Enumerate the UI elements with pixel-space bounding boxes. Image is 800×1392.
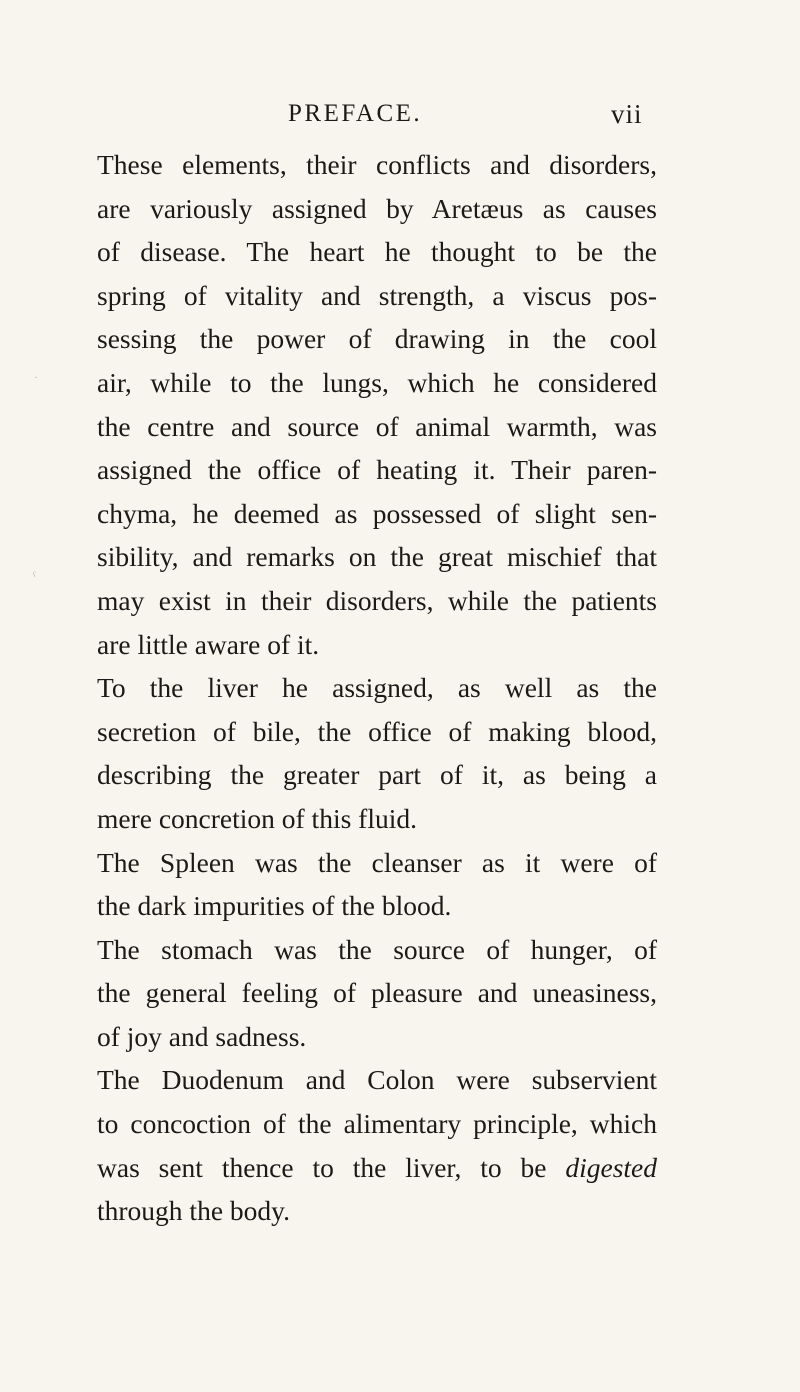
text-line: air, while to the lungs, which he considered bbox=[97, 366, 657, 398]
text-line: assigned the office of heating it. Their paren- bbox=[97, 454, 657, 486]
text-line: secretion of bile, the office of making blood, bbox=[97, 715, 657, 747]
running-head bbox=[0, 98, 800, 138]
text-line: the dark impurities of the blood. bbox=[97, 890, 452, 922]
text-line: to concoction of the alimentary principle, which bbox=[97, 1108, 657, 1140]
text-line: of joy and sadness. bbox=[97, 1020, 307, 1052]
text-line: chyma, he deemed as possessed of slight sen- bbox=[97, 497, 657, 529]
margin-speck: ˁ bbox=[33, 569, 36, 583]
text-line: through the body. bbox=[97, 1195, 290, 1227]
margin-speck: · bbox=[34, 370, 38, 384]
text-line: the centre and source of animal warmth, was bbox=[97, 410, 657, 442]
italic-word: digested bbox=[565, 1151, 657, 1183]
text-line bbox=[97, 1146, 657, 1190]
text-line-segment: was sent thence to the liver, to be bbox=[97, 1151, 566, 1183]
text-line: spring of vitality and strength, a viscus pos- bbox=[97, 279, 657, 311]
text-line: are little aware of it. bbox=[97, 628, 320, 660]
text-line: of disease. The heart he thought to be the bbox=[97, 236, 657, 268]
text-line: sessing the power of drawing in the cool bbox=[97, 323, 657, 355]
body-text bbox=[97, 143, 657, 1233]
text-line: are variously assigned by Aretæus as causes bbox=[97, 192, 657, 224]
text-line: describing the greater part of it, as being a bbox=[97, 759, 657, 791]
running-title: PREFACE. bbox=[288, 100, 423, 127]
text-line: the general feeling of pleasure and uneasiness, bbox=[97, 977, 657, 1009]
text-line: mere concretion of this fluid. bbox=[97, 802, 417, 834]
text-line: These elements, their conflicts and disorders, bbox=[97, 149, 657, 180]
page-number: vii bbox=[611, 99, 643, 129]
text-line: To the liver he assigned, as well as the bbox=[97, 672, 657, 704]
text-line: may exist in their disorders, while the patients bbox=[97, 584, 657, 616]
text-line: The Duodenum and Colon were subservient bbox=[97, 1064, 657, 1096]
text-line: The stomach was the source of hunger, of bbox=[97, 933, 657, 965]
text-line: The Spleen was the cleanser as it were of bbox=[97, 846, 657, 878]
text-line: sibility, and remarks on the great mischief that bbox=[97, 541, 657, 573]
